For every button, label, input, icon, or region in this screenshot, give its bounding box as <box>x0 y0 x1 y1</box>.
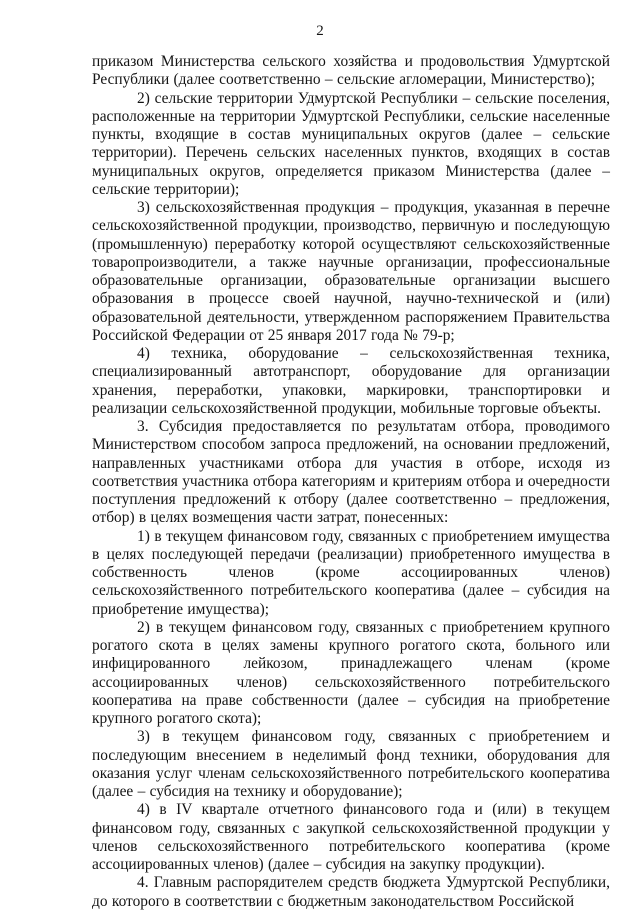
paragraph-item-3: 3) сельскохозяйственная продукция – продукция, указанная в перечне сельскохозяйственной продукции, производство, первичную и последующую (промышленную) переработку которой осуществляют сельскохозяйственные товаропроизводители, а также научные организации, профессиональные образовательные организации, образовательные организации высшего образования в процессе своей научной, научно-технической и (или) образовательной деятельности, утвержденном распоряжением Правительства Российской Федерации от 25 января 2017 года № 79-р; <box>92 199 610 344</box>
document-body <box>92 53 610 911</box>
paragraph-item-4: 4) техника, оборудование – сельскохозяйственная техника, специализированный автотранспорт, оборудование для организации хранения, переработки, упаковки, маркировки, транспортировки и реализации сельскохозяйственной продукции, мобильные торговые объекты. <box>92 345 610 417</box>
paragraph-subitem-4: 4) в IV квартале отчетного финансового года и (или) в текущем финансовом году, связанных с закупкой сельскохозяйственной продукции у членов сельскохозяйственного потребительского кооператива (кроме ассоциированных членов) (далее – субсидия на закупку продукции). <box>92 801 610 873</box>
paragraph-subitem-1: 1) в текущем финансовом году, связанных с приобретением имущества в целях последующей передачи (реализации) приобретенного имущества в собственность членов (кроме ассоциированных членов) сельскохозяйственного потребительского кооператива (далее – субсидия на приобретение имущества); <box>92 527 610 618</box>
paragraph-subitem-2: 2) в текущем финансовом году, связанных с приобретением крупного рогатого скота в целях замены крупного рогатого скота, больного или инфицированного лейкозом, принадлежащего членам (кроме ассоциированных членов) сельскохозяйственного потребительского кооператива на праве собственности (далее – субсидия на приобретение крупного рогатого скота); <box>92 618 610 727</box>
paragraph-section-4: 4. Главным распорядителем средств бюджета Удмуртской Республики, до которого в соответствии с бюджетным законодательством Российской <box>92 874 610 910</box>
page-number: 2 <box>316 23 324 39</box>
paragraph-item-2: 2) сельские территории Удмуртской Республики – сельские поселения, расположенные на территории Удмуртской Республики, сельские населенные пункты, входящие в состав муниципальных округов (далее – сельские территории). Перечень сельских населенных пунктов, входящих в состав муниципальных округов, определяется приказом Министерства (далее – сельские территории); <box>92 89 610 198</box>
paragraph-section-3: 3. Субсидия предоставляется по результатам отбора, проводимого Министерством способом запроса предложений, на основании предложений, направленных участниками отбора для участия в отборе, исходя из соответствия участника отбора категориям и критериям отбора и очередности поступления предложений к отбору (далее соответственно – предложения, отбор) в целях возмещения части затрат, понесенных: <box>92 418 610 527</box>
paragraph-subitem-3: 3) в текущем финансовом году, связанных с приобретением и последующим внесением в неделимый фонд техники, оборудования для оказания услуг членам сельскохозяйственного потребительского кооператива (далее – субсидия на технику и оборудование); <box>92 728 610 800</box>
paragraph-continuation: приказом Министерства сельского хозяйства и продовольствия Удмуртской Республики (далее соответственно – сельские агломерации, Министерство); <box>92 53 610 89</box>
